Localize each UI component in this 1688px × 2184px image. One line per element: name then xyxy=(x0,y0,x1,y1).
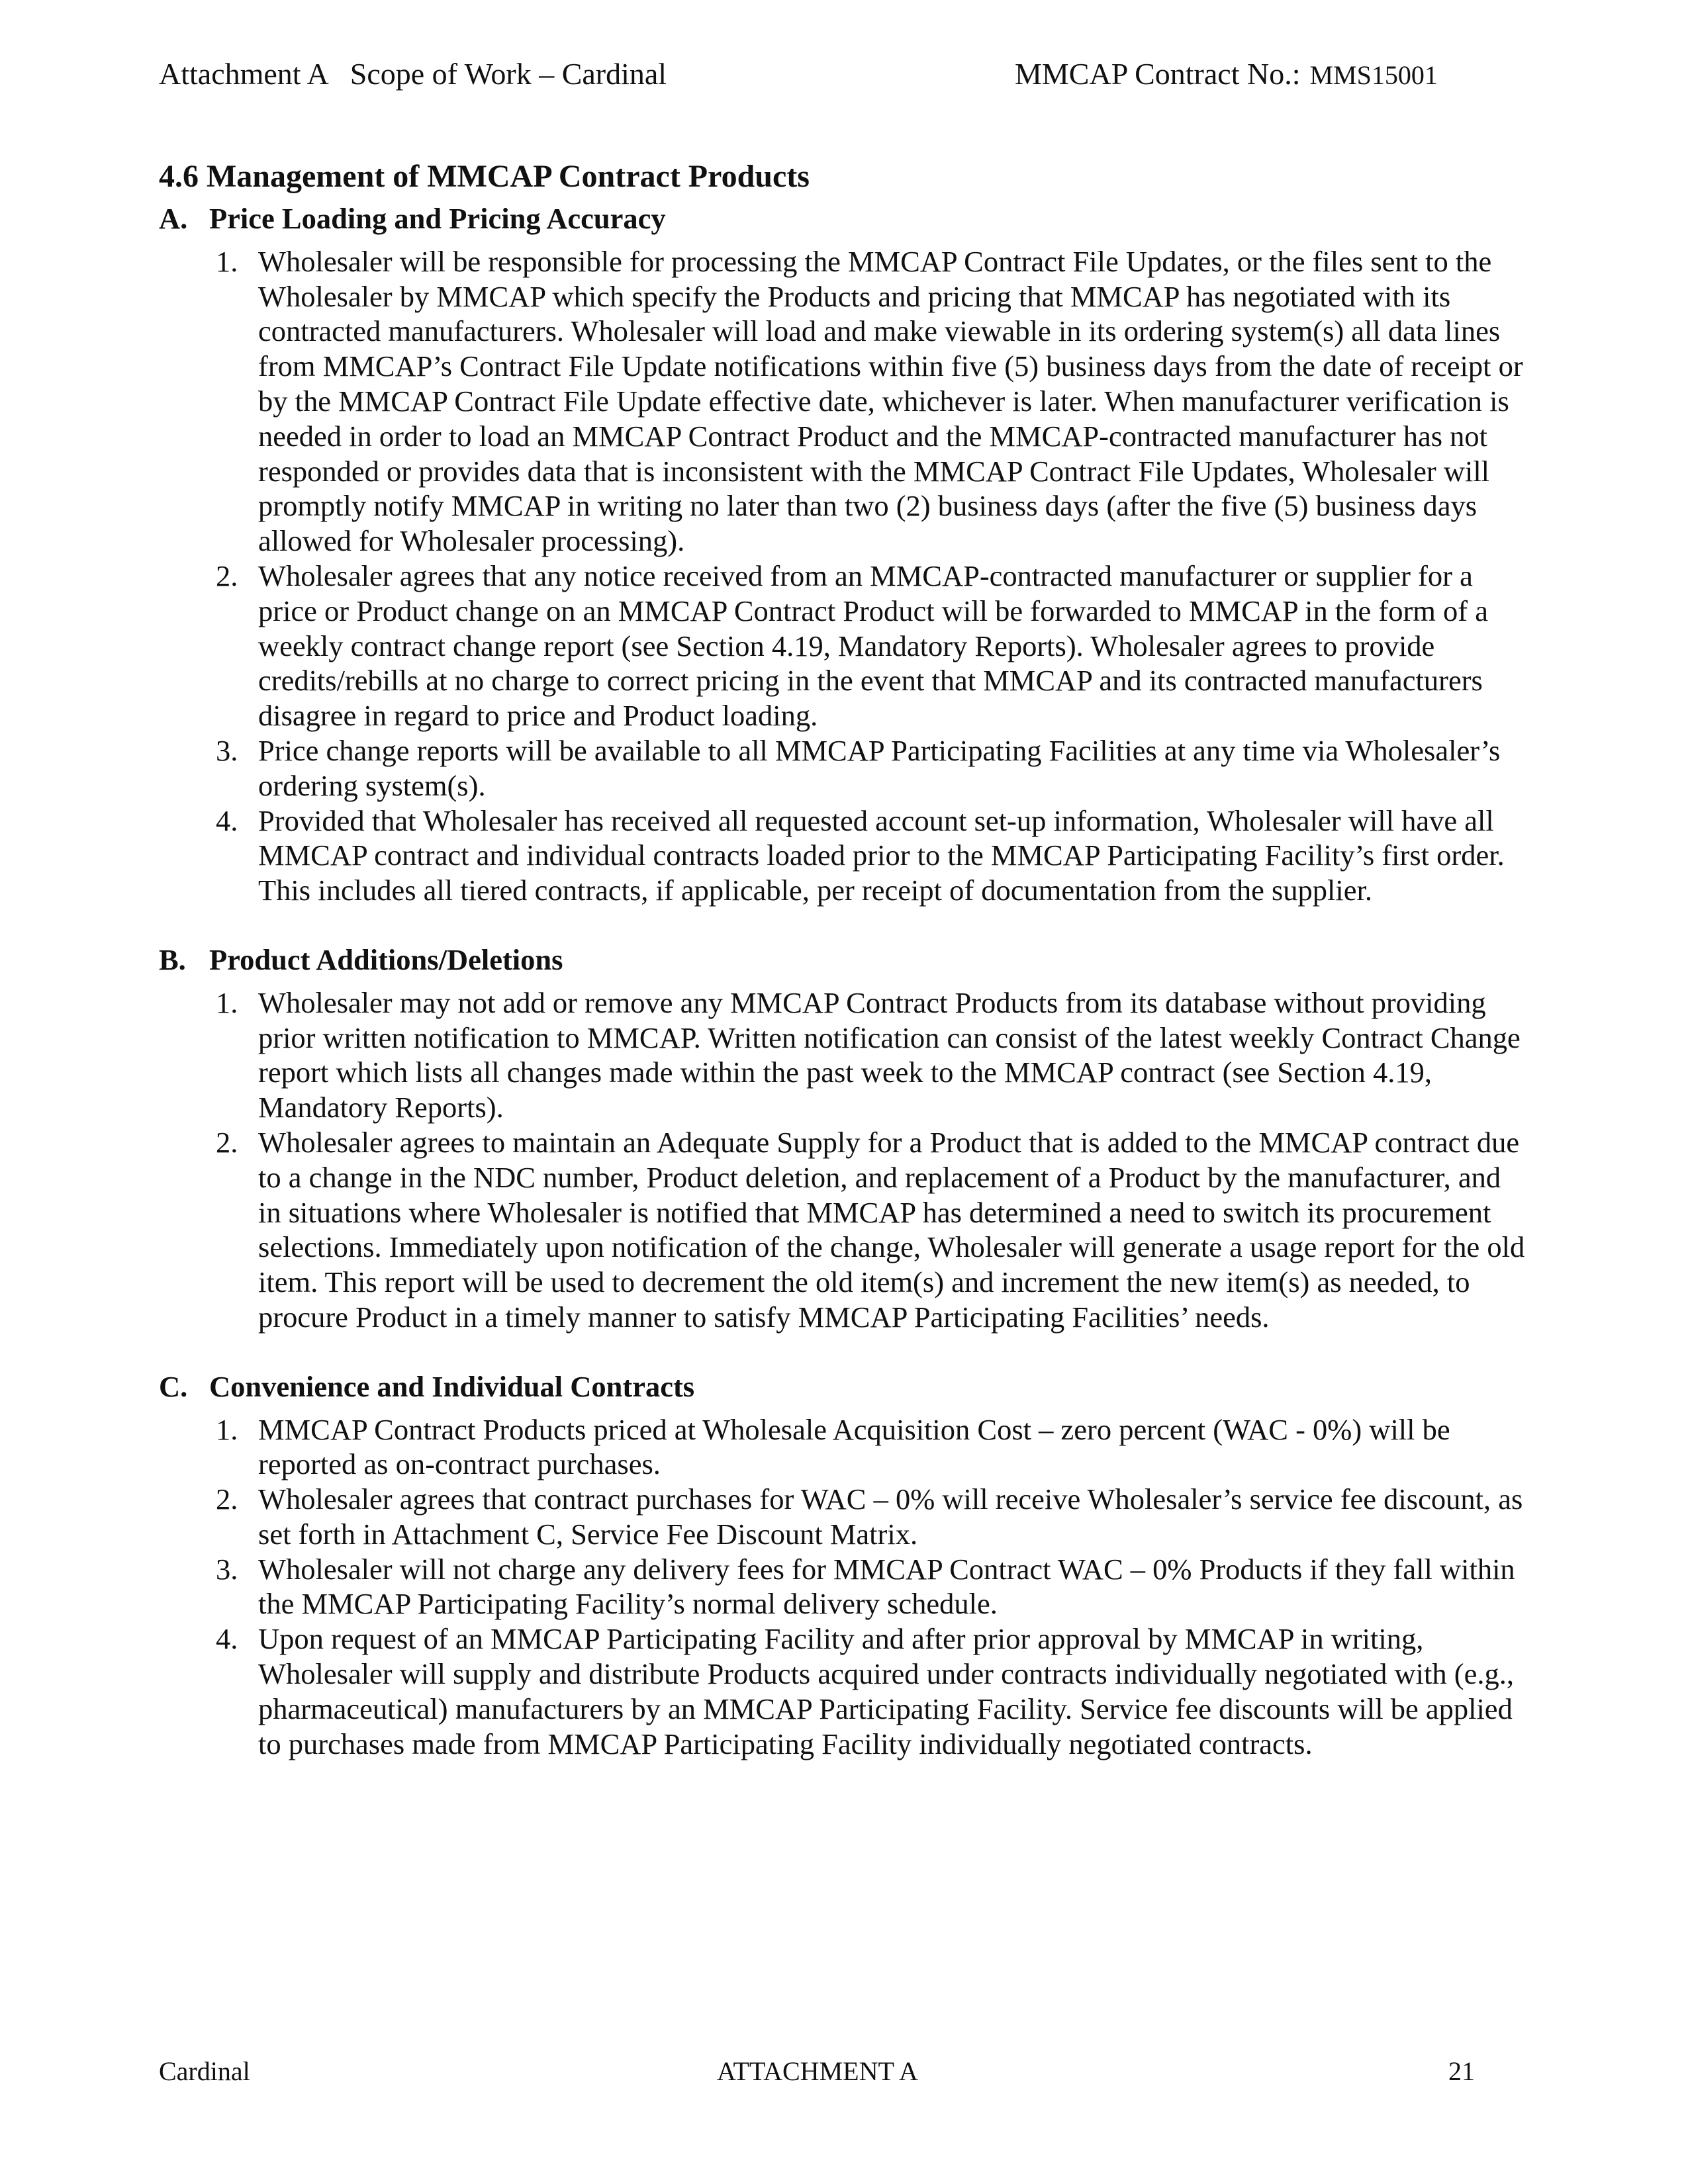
contract-label: MMCAP Contract No.: xyxy=(1015,57,1301,91)
item-number: 1. xyxy=(216,244,238,278)
section-title: 4.6 Management of MMCAP Contract Products xyxy=(159,159,810,194)
subsection-c xyxy=(159,1369,1529,1762)
subsection-heading xyxy=(159,201,1529,236)
subsection-heading xyxy=(159,1369,1529,1404)
subsection-letter: C. xyxy=(159,1369,188,1403)
item-text: Price change reports will be available to all MMCAP Participating Facilities at any time via Wholesaler’s ordering system(s). xyxy=(258,733,1501,802)
subsection-letter: B. xyxy=(159,942,186,976)
list-item xyxy=(159,1552,1529,1622)
list-item xyxy=(159,803,1529,908)
document-body xyxy=(159,158,1529,1761)
list-item xyxy=(159,985,1529,1125)
item-text: Wholesaler may not add or remove any MMCAP Contract Products from its database without providing prior written notification to MMCAP. Written notification can consist of the latest weekly Contract Change report which lists all changes made within the past week to the MMCAP contract (see Section 4.19, Mandatory Reports). xyxy=(258,985,1521,1124)
subsection-title: Price Loading and Pricing Accuracy xyxy=(209,202,666,235)
list-item xyxy=(159,1621,1529,1761)
list-item xyxy=(159,1125,1529,1335)
list-item xyxy=(159,559,1529,733)
footer-attachment: ATTACHMENT A xyxy=(717,2056,918,2086)
subsection-a xyxy=(159,201,1529,908)
item-text: Upon request of an MMCAP Participating Facility and after prior approval by MMCAP in writing, Wholesaler will supply and distribute Products acquired under contracts individually negotiated with (e.g., pharmaceutical) manufacturers by an MMCAP Participating Facility. Service fee discounts will be applied to purchases made from MMCAP Participating Facility individually negotiated contracts. xyxy=(258,1622,1514,1760)
page-number: 21 xyxy=(1448,2056,1475,2086)
item-number: 2. xyxy=(216,1482,238,1516)
item-number: 2. xyxy=(216,559,238,592)
item-number: 2. xyxy=(216,1125,238,1159)
item-text: Wholesaler agrees to maintain an Adequate Supply for a Product that is added to the MMCAP contract due to a change in the NDC number, Product deletion, and replacement of a Product by the manufacturer, and in situations where Wholesaler is notified that MMCAP has determined a need to switch its procurement selections. Immediately upon notification of the change, Wholesaler will generate a usage report for the old item. This report will be used to decrement the old item(s) and increment the new item(s) as needed, to procure Product in a timely manner to satisfy MMCAP Participating Facilities’ needs. xyxy=(258,1125,1525,1334)
item-number: 1. xyxy=(216,1412,238,1446)
item-text: Provided that Wholesaler has received all requested account set-up information, Wholesaler will have all MMCAP contract and individual contracts loaded prior to the MMCAP Participating Facility’s first order. This includes all tiered contracts, if applicable, per receipt of documentation from the supplier. xyxy=(258,803,1505,907)
item-text: Wholesaler will be responsible for processing the MMCAP Contract File Updates, or the files sent to the Wholesaler by MMCAP which specify the Products and pricing that MMCAP has negotiated with its contracted manufacturers. Wholesaler will load and make viewable in its ordering system(s) all data lines from MMCAP’s Contract File Update notifications within five (5) business days from the date of receipt or by the MMCAP Contract File Update effective date, whichever is later. When manufacturer verification is needed in order to load an MMCAP Contract Product and the MMCAP-contracted manufacturer has not responded or provides data that is inconsistent with the MMCAP Contract File Updates, Wholesaler will promptly notify MMCAP in writing no later than two (2) business days (after the five (5) business days allowed for Wholesaler processing). xyxy=(258,244,1523,558)
item-number: 4. xyxy=(216,803,238,837)
subsection-b xyxy=(159,942,1529,1335)
list-item xyxy=(159,733,1529,803)
item-text: Wholesaler agrees that contract purchases for WAC – 0% will receive Wholesaler’s service fee discount, as set forth in Attachment C, Service Fee Discount Matrix. xyxy=(258,1482,1523,1551)
item-text: Wholesaler agrees that any notice received from an MMCAP-contracted manufacturer or supplier for a price or Product change on an MMCAP Contract Product will be forwarded to MMCAP in the form of a weekly contract change report (see Section 4.19, Mandatory Reports). Wholesaler agrees to provide credits/rebills at no charge to correct pricing in the event that MMCAP and its contracted manufacturers disagree in regard to price and Product loading. xyxy=(258,559,1488,733)
list-item xyxy=(159,244,1529,559)
subsection-title: Product Additions/Deletions xyxy=(209,942,563,976)
footer-company: Cardinal xyxy=(159,2056,250,2086)
list-item xyxy=(159,1482,1529,1552)
item-text: Wholesaler will not charge any delivery fees for MMCAP Contract WAC – 0% Products if they fall within the MMCAP Participating Facility’s normal delivery schedule. xyxy=(258,1552,1515,1621)
item-number: 3. xyxy=(216,733,238,767)
subsection-letter: A. xyxy=(159,202,188,235)
item-number: 1. xyxy=(216,985,238,1019)
item-text: MMCAP Contract Products priced at Wholesale Acquisition Cost – zero percent (WAC - 0%) will be reported as on-contract purchases. xyxy=(258,1412,1450,1481)
subsection-heading xyxy=(159,942,1529,978)
contract-number: MMS15001 xyxy=(1309,60,1438,90)
header-title: Attachment A Scope of Work – Cardinal xyxy=(159,57,667,91)
header-contract xyxy=(1015,56,1438,92)
subsection-title: Convenience and Individual Contracts xyxy=(209,1369,695,1403)
item-number: 4. xyxy=(216,1622,238,1656)
item-number: 3. xyxy=(216,1552,238,1586)
list-item xyxy=(159,1412,1529,1482)
